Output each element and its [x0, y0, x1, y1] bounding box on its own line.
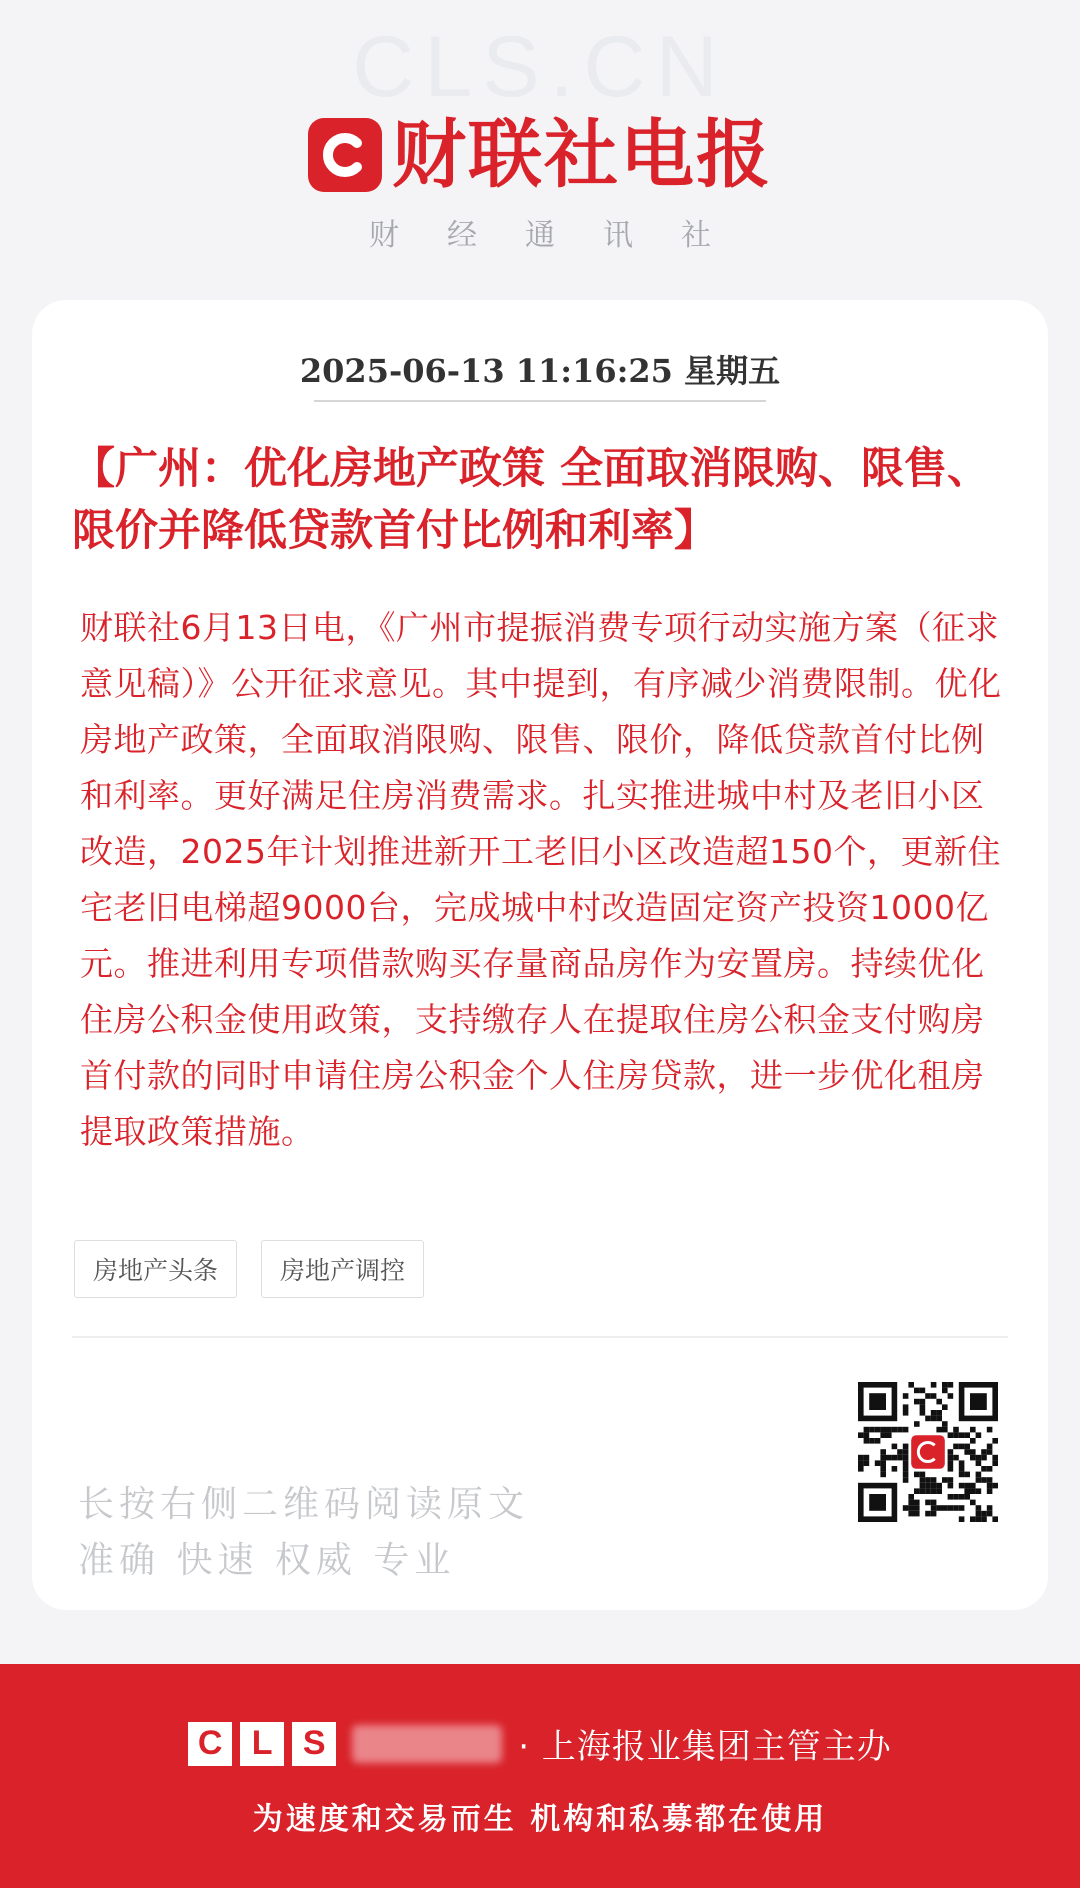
tagline: 准确 快速 权威 专业	[78, 1540, 456, 1581]
tag-real-estate-regulation[interactable]: 房地产调控	[261, 1240, 424, 1298]
timestamp-divider	[314, 400, 766, 402]
cls-letter-c: C	[188, 1722, 232, 1766]
page-header	[0, 0, 1080, 300]
card-divider	[72, 1336, 1008, 1338]
cls-letter-s: S	[292, 1722, 336, 1766]
blurred-name	[352, 1725, 502, 1763]
tag-real-estate-headlines[interactable]: 房地产头条	[74, 1240, 237, 1298]
brand-logo	[0, 112, 1080, 198]
brand-suffix: 电报	[620, 112, 772, 198]
watermark-text: CLS.CN	[352, 19, 728, 115]
banner-slogan: 为速度和交易而生 机构和私募都在使用	[252, 1802, 828, 1837]
banner-line	[0, 1719, 1080, 1768]
headline: 【广州：优化房地产政策 全面取消限购、限售、限价并降低贷款首付比例和利率】	[72, 444, 990, 556]
news-card	[32, 300, 1048, 1610]
brand-title	[392, 112, 772, 198]
qr-code-icon[interactable]	[858, 1382, 998, 1522]
brand-name: 财联社	[392, 112, 620, 198]
banner-label: · 上海报业集团主管主办	[518, 1727, 892, 1767]
timestamp: 2025-06-13 11:16:25 星期五	[299, 352, 781, 390]
qr-instruction: 长按右侧二维码阅读原文	[78, 1484, 530, 1525]
cls-letter-l: L	[240, 1722, 284, 1766]
brand-c-icon	[308, 118, 382, 192]
tag-list	[74, 1240, 424, 1298]
bottom-banner	[0, 1664, 1080, 1888]
article-body: 财联社6月13日电，《广州市提振消费专项行动实施方案（征求意见稿）》公开征求意见。其中提到，有序减少消费限制。优化房地产政策，全面取消限购、限售、限价，降低贷款首付比例和利率。更好满足住房消费需求。扎实推进城中村及老旧小区改造，2025年计划推进新开工老旧小区改造超150个，更新住宅老旧电梯超9000台，完成城中村改造固定资产投资1000亿元。推进利用专项借款购买存量商品房作为安置房。持续优化住房公积金使用政策，支持缴存人在提取住房公积金支付购房首付款的同时申请住房公积金个人住房贷款，进一步优化租房提取政策措施。	[80, 608, 1002, 1151]
brand-subtitle: 财经通讯社	[369, 218, 759, 253]
